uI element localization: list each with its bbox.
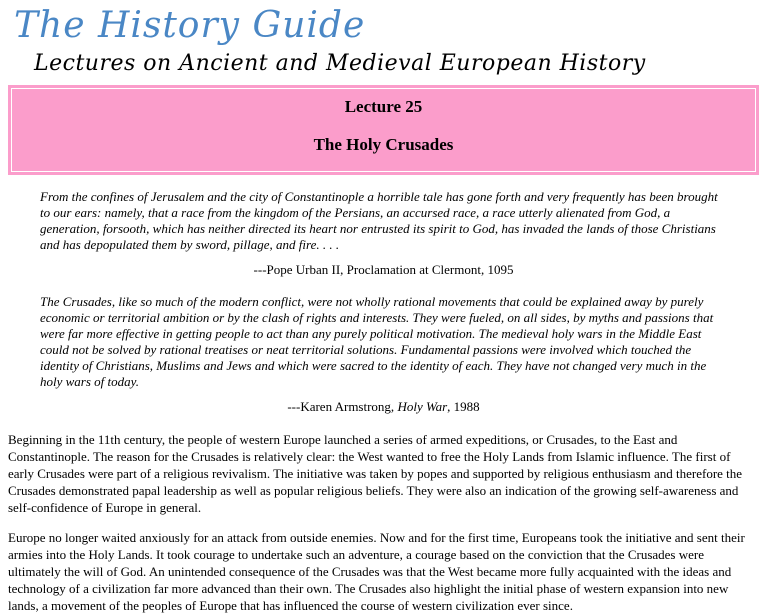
quote-pope-urban: From the confines of Jerusalem and the city of Constantinople a horrible tale has gone forth and very frequently has been brought to our ears: namely, that a race from the kingdom of the Persians, an accursed race, a race utterly alienated from God, a generation, forsooth, which has neither directed its heart nor entrusted its spirit to God, has invaded the lands of those Christians and has depopulated them by sword, pillage, and fire. . . .: [40, 189, 718, 252]
book-title: Holy War: [397, 399, 448, 414]
quote-pope-urban-attribution: ---Pope Urban II, Proclamation at Clermont, 1095: [253, 262, 514, 277]
lecture-title: The Holy Crusades: [313, 135, 454, 154]
site-title: The History Guide: [14, 5, 366, 46]
page-header: [8, 5, 759, 79]
quote-karen-armstrong: The Crusades, like so much of the modern conflict, were not wholly rational movements that could be explained away by purely economic or territorial ambition or by the clash of rights and interests. They were fueled, on all sides, by myths and passions that were far more effective in getting people to act than any purely political motivation. The medieval holy wars in the Middle East could not be solved by rational treatises or neat territorial solutions. Fundamental passions were involved which touched the identity of Christians, Muslims and Jews and which were sacred to the identity of each. They have not changed very much in the holy wars of today.: [40, 294, 714, 389]
lecture-banner: [8, 85, 759, 175]
lecture-paragraph-1: Beginning in the 11th century, the people of western Europe launched a series of armed expeditions, or Crusades, to the East and Constantinople. The reason for the Crusades is relatively clear: the West wanted to free the Holy Lands from Islamic influence. The first of early Crusades were part of a religious revivalism. The initiative was taken by popes and supported by religious enthusiasm and therefore the Crusades demonstrated papal leadership as well as popular religious beliefs. They were also an indication of the growing self-awareness and self-confidence of Europe in general.: [8, 432, 743, 515]
attribution-author: ---Karen Armstrong,: [287, 399, 398, 414]
attribution-year: , 1988: [447, 399, 480, 414]
quote-karen-armstrong-attribution: [8, 399, 759, 415]
lecture-banner-fill: [12, 89, 755, 171]
lecture-paragraph-2: Europe no longer waited anxiously for an attack from outside enemies. Now and for the first time, Europeans took the initiative and sent their armies into the Holy Lands. It took courage to undertake such an adventure, a courage based on the conviction that the Crusades were ultimately the will of God. An unintended consequence of the Crusades was that the West became more fully acquainted with the ideas and technology of a civilization far more advanced than their own. The Crusades also highlight the initial phase of western expansion into new lands, a movement of the peoples of Europe that has influenced the course of western civilization ever since.: [8, 530, 745, 613]
site-subtitle: Lectures on Ancient and Medieval European History: [34, 51, 646, 76]
lecture-number: Lecture 25: [344, 97, 423, 116]
lecture-content: [8, 189, 759, 614]
